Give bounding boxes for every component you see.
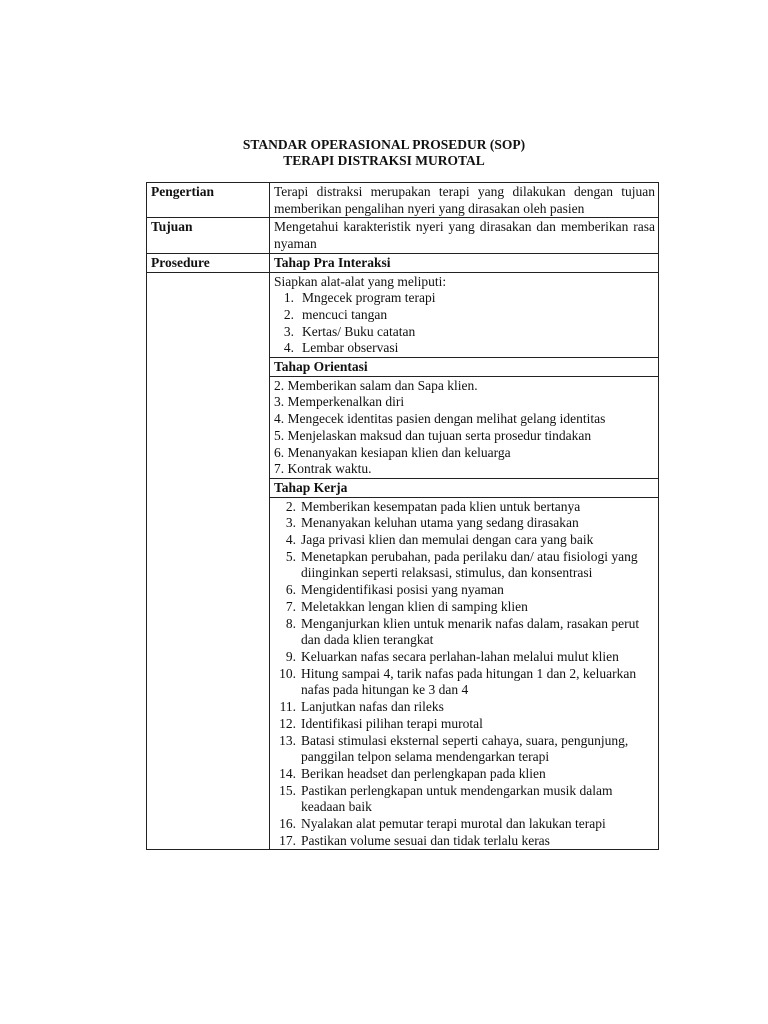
- item-text: Mngecek program terapi: [302, 290, 436, 306]
- list-item: [274, 833, 655, 850]
- list-item: 7. Kontrak waktu.: [274, 461, 372, 477]
- header-orientasi: Tahap Orientasi: [270, 358, 659, 377]
- item-text: Lanjutkan nafas dan rileks: [301, 699, 444, 715]
- item-number: 17.: [279, 832, 296, 848]
- pra-interaksi-intro: Siapkan alat-alat yang meliputi:: [274, 273, 447, 289]
- item-number: 14.: [279, 765, 296, 781]
- kerja-body: [270, 497, 659, 850]
- item-text: Menetapkan perubahan, pada perilaku dan/ atau fisiologi yang diinginkan seperti relaksasi, stimulus, dan konsentrasi: [301, 548, 638, 581]
- row-prosedure: [147, 253, 659, 272]
- item-text: Pastikan perlengkapan untuk mendengarkan musik dalam keadaan baik: [301, 782, 613, 815]
- list-item: [274, 499, 655, 516]
- label-empty-cell: [147, 272, 270, 850]
- list-item: [274, 340, 655, 357]
- list-item: [274, 532, 655, 549]
- item-text: Batasi stimulasi eksternal seperti cahaya, suara, pengunjung, panggilan telpon selama mendengarkan terapi: [301, 732, 629, 765]
- list-item: [274, 733, 655, 766]
- kerja-list: [274, 499, 655, 850]
- label-pengertian: Pengertian: [147, 183, 270, 218]
- item-text: Pastikan volume sesuai dan tidak terlalu keras: [301, 832, 550, 848]
- item-number: 6.: [285, 582, 296, 598]
- item-text: Jaga privasi klien dan memulai dengan cara yang baik: [301, 532, 594, 548]
- item-number: 8.: [285, 615, 296, 631]
- list-item: [274, 766, 655, 783]
- item-number: 12.: [279, 715, 296, 731]
- pra-interaksi-body: [270, 272, 659, 358]
- item-text: Nyalakan alat pemutar terapi murotal dan lakukan terapi: [301, 816, 606, 832]
- list-item: [274, 649, 655, 666]
- list-item: [274, 666, 655, 699]
- item-text: Meletakkan lengan klien di samping klien: [301, 598, 528, 614]
- item-text: Mengidentifikasi posisi yang nyaman: [301, 582, 504, 598]
- item-number: 9.: [285, 648, 296, 664]
- item-number: 1.: [283, 290, 294, 306]
- list-item: 3. Memperkenalkan diri: [274, 394, 405, 410]
- item-text: Menganjurkan klien untuk menarik nafas dalam, rasakan perut dan dada klien terangkat: [301, 615, 640, 648]
- list-item: 5. Menjelaskan maksud dan tujuan serta prosedur tindakan: [274, 427, 592, 443]
- item-number: 11.: [279, 699, 296, 715]
- list-item: [274, 515, 655, 532]
- header-pra-interaksi: Tahap Pra Interaksi: [270, 253, 659, 272]
- item-number: 4.: [283, 340, 294, 356]
- item-number: 4.: [285, 532, 296, 548]
- row-pengertian: [147, 183, 659, 218]
- item-text: Berikan headset dan perlengkapan pada klien: [301, 765, 546, 781]
- list-item: [274, 290, 655, 307]
- orientasi-body: [270, 376, 659, 478]
- text-pengertian: Terapi distraksi merupakan terapi yang dilakukan dengan tujuan memberikan pengalihan nyeri yang dirasakan oleh pasien: [270, 183, 659, 218]
- header-kerja: Tahap Kerja: [270, 478, 659, 497]
- item-text: Memberikan kesempatan pada klien untuk bertanya: [301, 498, 581, 514]
- item-text: Kertas/ Buku catatan: [302, 323, 416, 339]
- item-number: 7.: [285, 598, 296, 614]
- list-item: 4. Mengecek identitas pasien dengan melihat gelang identitas: [274, 411, 606, 427]
- list-item: 2. Memberikan salam dan Sapa klien.: [274, 377, 478, 393]
- list-item: [274, 616, 655, 649]
- sop-table: [146, 182, 659, 850]
- item-text: Lembar observasi: [302, 340, 399, 356]
- item-text: Keluarkan nafas secara perlahan-lahan melalui mulut klien: [301, 648, 619, 664]
- row-pra-interaksi-body: [147, 272, 659, 358]
- item-text: Identifikasi pilihan terapi murotal: [301, 715, 483, 731]
- list-item: [274, 599, 655, 616]
- item-text: Menanyakan keluhan utama yang sedang dirasakan: [301, 515, 579, 531]
- label-tujuan: Tujuan: [147, 218, 270, 253]
- row-tujuan: [147, 218, 659, 253]
- list-item: [274, 783, 655, 816]
- item-number: 2.: [283, 306, 294, 322]
- list-item: 6. Menanyakan kesiapan klien dan keluarga: [274, 444, 511, 460]
- item-number: 10.: [279, 665, 296, 681]
- list-item: [274, 324, 655, 341]
- item-text: mencuci tangan: [302, 306, 388, 322]
- label-prosedure: Prosedure: [147, 253, 270, 272]
- list-item: [274, 699, 655, 716]
- list-item: [274, 582, 655, 599]
- item-number: 5.: [285, 548, 296, 564]
- text-tujuan: Mengetahui karakteristik nyeri yang dirasakan dan memberikan rasa nyaman: [270, 218, 659, 253]
- item-text: Hitung sampai 4, tarik nafas pada hitungan 1 dan 2, keluarkan nafas pada hitungan ke 3 dan 4: [301, 665, 637, 698]
- list-item: [274, 716, 655, 733]
- item-number: 2.: [285, 498, 296, 514]
- item-number: 15.: [279, 782, 296, 798]
- list-item: [274, 816, 655, 833]
- pra-interaksi-list: [274, 290, 655, 357]
- item-number: 16.: [279, 816, 296, 832]
- item-number: 13.: [279, 732, 296, 748]
- title-line-2: TERAPI DISTRAKSI MUROTAL: [283, 153, 485, 168]
- item-number: 3.: [285, 515, 296, 531]
- title-line-1: STANDAR OPERASIONAL PROSEDUR (SOP): [242, 137, 526, 152]
- item-number: 3.: [283, 323, 294, 339]
- list-item: [274, 307, 655, 324]
- document-title: [0, 137, 768, 169]
- list-item: [274, 549, 655, 582]
